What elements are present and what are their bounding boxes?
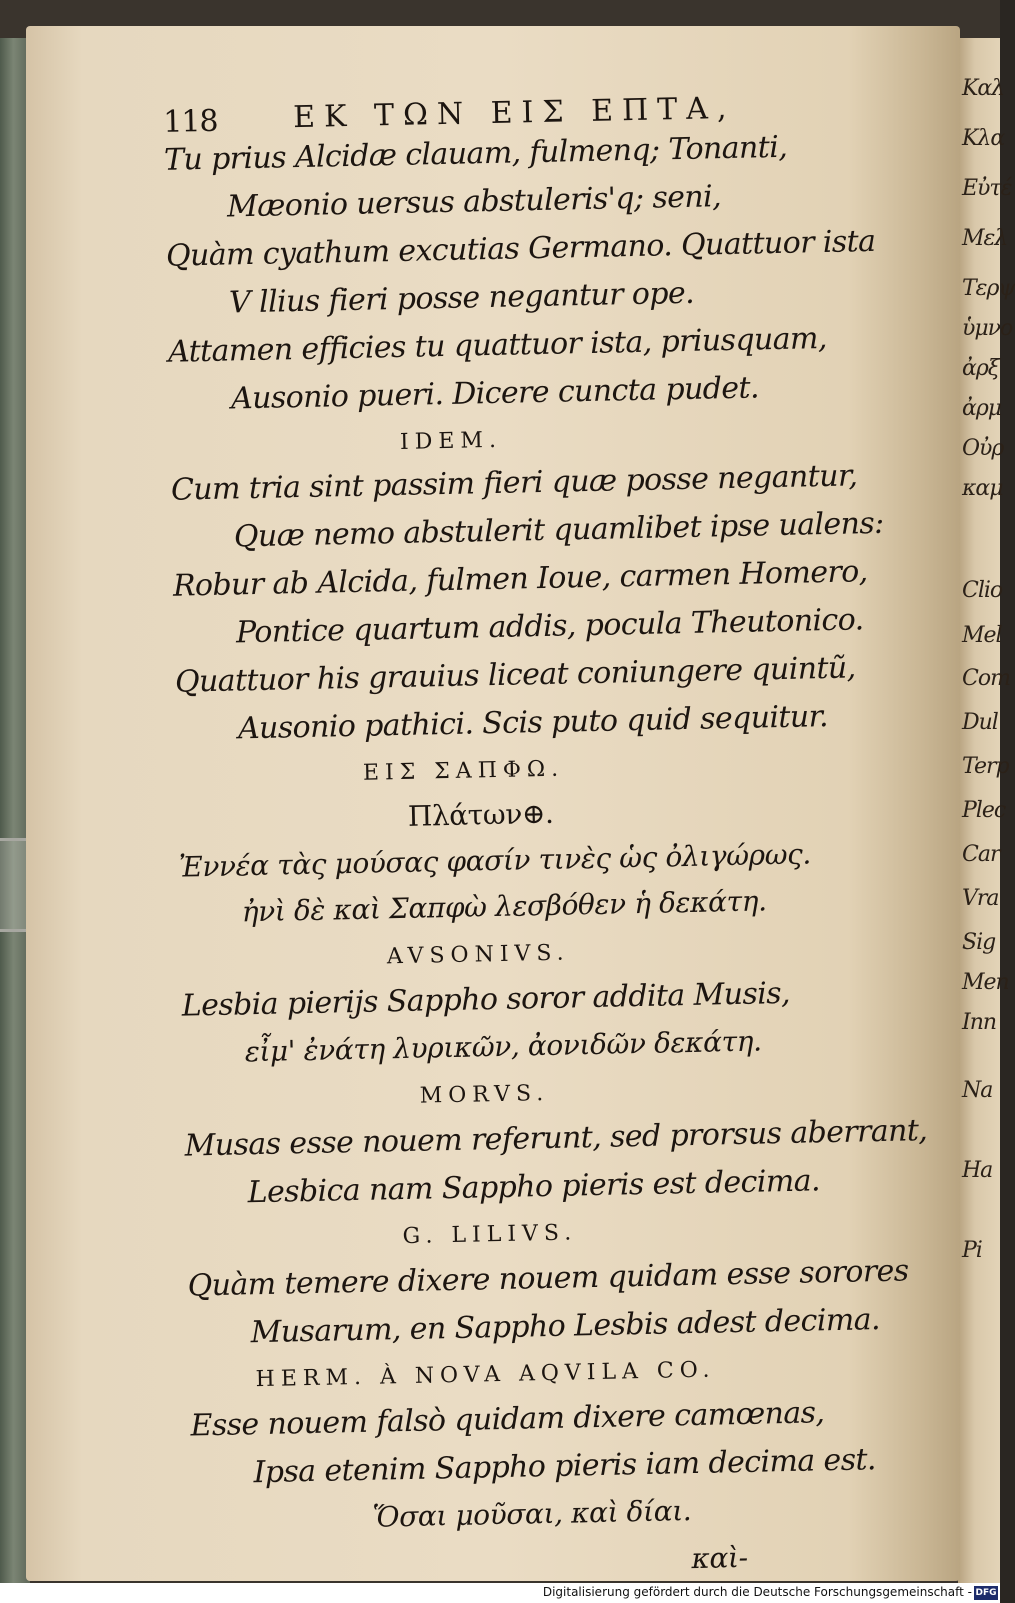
dfg-logo: DFG [975,1588,997,1598]
section-heading: HERM. À NOVA AQVILA CO. [255,1357,716,1393]
facing-fragment: Οὐρ [962,436,1004,461]
facing-fragment: Τερψ [962,276,1015,301]
verse-line: Ipsa etenim Sappho pieris iam decima est. [253,1442,877,1491]
facing-fragment: Mel [962,623,1002,648]
verse-line: Pontice quartum addis, pocula Theutonico. [235,602,864,651]
facing-fragment: καμ [962,476,1003,501]
verse-line: Esse nouem falsò quidam dixere camœnas, [190,1395,825,1444]
facing-fragment: ὑμνο [962,316,1013,341]
facing-fragment: Κλα [962,126,1005,151]
verse-line: Lesbica nam Sappho pieris est decima. [247,1163,821,1211]
facing-fragment: ἀρξ [962,356,999,381]
footer-bar [0,1583,1000,1603]
book-page [26,26,960,1581]
section-heading: IDEM. [399,427,503,455]
section-heading: AVSONIVS. [386,940,570,970]
facing-fragment: Inn [962,1010,997,1035]
facing-fragment: Εὐτέ [962,176,1012,201]
verse-line: Tu prius Alcidæ clauam, fulmenq; Tonanti, [163,129,788,178]
greek-verse-line: Ἐννέα τὰς μούσας φασίν τινὲς ὡς ὀλιγώρως. [178,837,812,884]
verse-line: Ausonio pueri. Dicere cuncta pudet. [230,370,760,417]
facing-fragment: Pi [962,1238,982,1263]
catchword: καὶ- [691,1540,748,1576]
verse-line: Ausonio pathici. Scis puto quid sequitur. [237,699,829,747]
page-number: 118 [162,103,218,140]
section-heading: G. LILIVS. [402,1220,578,1250]
facing-fragment: Sig [962,930,996,955]
facing-fragment: Μελ [962,226,1008,251]
verse-line: Musarum, en Sappho Lesbis adest decima. [250,1302,881,1351]
section-heading: MORVS. [419,1080,550,1109]
greek-verse-line: εἶμ' ἐνάτη λυρικῶν, ἀονιδῶν δεκάτη. [244,1024,762,1069]
facing-fragment: Terp [962,754,1009,779]
facing-fragment: Com [962,666,1010,691]
verse-line: Mæonio uersus abstuleris'q; seni, [226,179,722,225]
facing-fragment: Clio [962,578,1003,603]
section-subheading: Πλάτων⊕. [407,796,554,833]
facing-fragment: Vra [962,886,999,911]
greek-verse-line: Ὅσαι μοῦσαι, καὶ δίαι. [372,1494,692,1534]
facing-fragment: Dul [962,710,998,735]
greek-verse-line: ἠνὶ δὲ καὶ Σαπφὼ λεσβόθεν ἡ δεκάτη. [241,884,767,929]
facing-fragment: Καλ [962,76,1005,101]
verse-line: Lesbia pierijs Sappho soror addita Musis, [181,975,791,1024]
verse-line: Musas esse nouem referunt, sed prorsus aberrant, [184,1113,928,1164]
facing-fragment: Plec [962,798,1006,823]
running-head: ΕΚ ΤΩΝ ΕΙΣ ΕΠΤΑ, [292,90,736,136]
section-heading: ΕΙΣ ΣΑΠΦΩ. [362,756,565,786]
facing-fragment: Men [962,970,1009,995]
verse-line: Cum tria sint passim fieri quæ posse negantur, [170,458,858,508]
verse-line: Quæ nemo abstulerit quamlibet ipse ualens: [233,505,884,555]
verse-line: Quàm cyathum excutias Germano. Quattuor ista [165,223,876,274]
page-text-block [11,16,977,1590]
verse-line: Quàm temere dixere nouem quidam esse sorores [187,1253,909,1304]
facing-fragment: Ha [962,1158,993,1183]
verse-line: Attamen efficies tu quattuor ista, priusquam, [167,320,828,370]
verse-line: V llius fieri posse negantur ope. [228,275,695,321]
verse-line: Quattuor his grauius liceat coniungere quintũ, [174,650,856,700]
verse-line: Robur ab Alcida, fulmen Ioue, carmen Homero, [172,554,868,604]
facing-fragment: Na [962,1078,993,1103]
footer-credit: Digitalisierung gefördert durch die Deutsche Forschungsgemeinschaft - [542,1585,972,1599]
facing-fragment: ἀρμ [962,396,1002,421]
facing-fragment: Car [962,842,1000,867]
